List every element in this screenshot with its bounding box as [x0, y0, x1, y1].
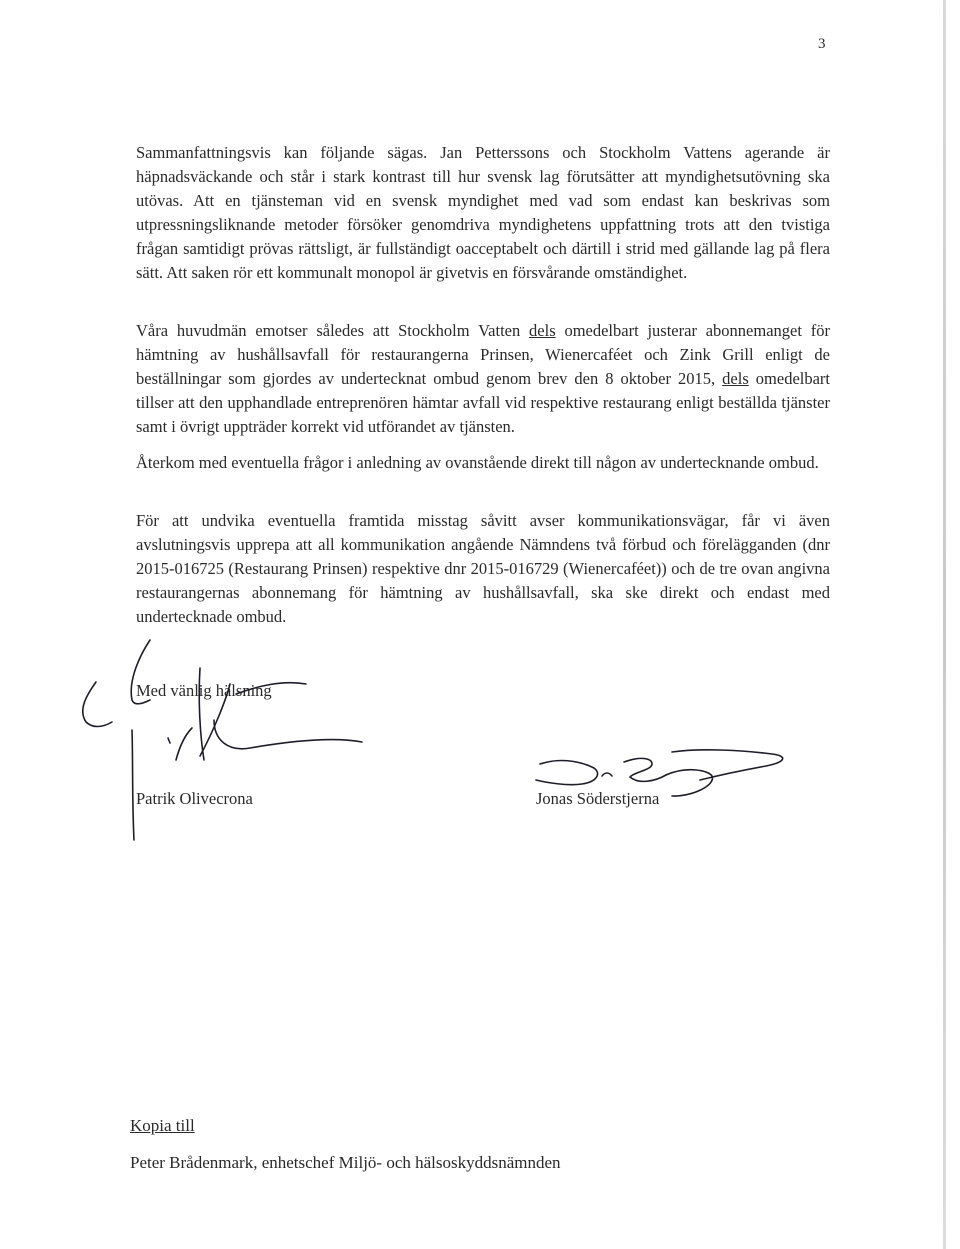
- dels-underlined-1: dels: [529, 321, 556, 340]
- paragraph-communication: För att undvika eventuella framtida misstag såvitt avser kommunikationsvägar, får vi även avslutningsvis upprepa att all kommunikation angående Nämndens två förbud och förelägganden (dnr 2015-016725 (Restaurang Prinsen) respektive dnr 2015-016729 (Wienercaféet)) och de tre ovan angivna restaurangernas abonnemang för hämtning av hushållsavfall, ska ske direkt och endast med undertecknade ombud.: [136, 511, 830, 626]
- paragraph-questions: Återkom med eventuella frågor i anledning av ovanstående direkt till någon av undertecknande ombud.: [136, 453, 819, 472]
- copy-recipient: Peter Brådenmark, enhetschef Miljö- och hälsoskyddsnämnden: [130, 1153, 561, 1172]
- paragraph-demands-part-a: Våra huvudmän emotser således att Stockholm Vatten: [136, 321, 530, 340]
- paragraph-demands: [136, 319, 830, 439]
- paragraph-demands-part-c: omedelbart tillser att den upphandlade entreprenören hämtar avfall vid respektive restaurang enligt beställda tjänster samt i övrigt uppträder korrekt vid utförandet av tjänsten.: [136, 369, 831, 436]
- page-number: 3: [818, 36, 826, 52]
- paragraph-summary: Sammanfattningsvis kan följande sägas. Jan Petterssons och Stockholm Vattens agerande är häpnadsväckande och står i stark kontrast till hur svensk lag förutsätter att myndighetsutövning ska utövas. Att en tjänsteman vid en svensk myndighet med vad som endast kan beskrivas som utpressningsliknande metoder försöker genomdriva myndighetens uppfattning trots att den tvistiga frågan samtidigt prövas rättsligt, är fullständigt oacceptabelt och därtill i strid med gällande lag på flera sätt. Att saken rör ett kommunalt monopol är givetvis en försvårande omständighet.: [136, 143, 830, 282]
- signature-left: [83, 640, 362, 840]
- signer-name-right: Jonas Söderstjerna: [536, 789, 660, 808]
- closing-greeting: Med vänlig hälsning: [136, 681, 272, 700]
- signer-name-left: Patrik Olivecrona: [136, 789, 253, 808]
- paragraph-demands-part-b: omedelbart justerar abonnemanget för hämtning av hushållsavfall för restaurangerna Prinsen, Wienercaféet och Zink Grill enligt de beställningar som gjordes av undertecknat ombud genom brev den 8 oktober 2015,: [136, 321, 830, 388]
- copy-to-heading: Kopia till: [130, 1116, 195, 1135]
- dels-underlined-2: dels: [722, 369, 749, 388]
- scan-edge: [943, 0, 946, 1249]
